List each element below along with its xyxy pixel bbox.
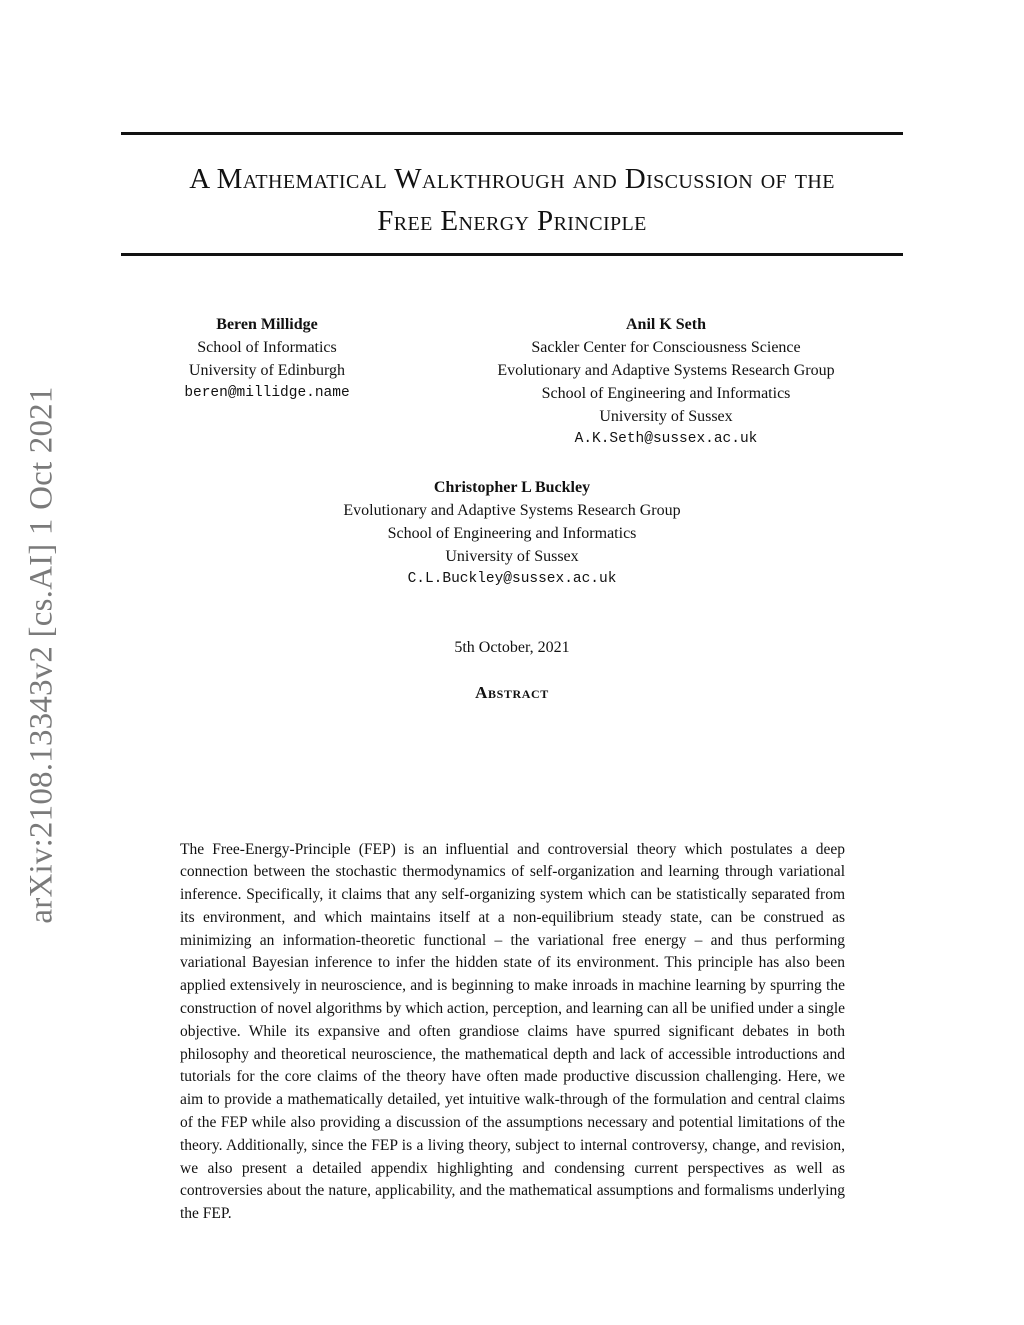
author-block-buckley xyxy=(312,476,712,591)
author-affiliation: Evolutionary and Adaptive Systems Research Group xyxy=(343,502,681,519)
author-name: Christopher L Buckley xyxy=(433,479,591,496)
author-affiliation: University of Sussex xyxy=(445,548,579,565)
paper-title-line-1: A Mathematical Walkthrough and Discussion of the xyxy=(189,163,835,195)
author-affiliation: School of Engineering and Informatics xyxy=(387,525,637,542)
abstract-text: The Free-Energy-Principle (FEP) is an influential and controversial theory which postulates a deep connection between the stochastic thermodynamics of self-organization and learning through variational inference. Specifically, it claims that any self-organizing system which can be statistically separated from its environment, and which maintains itself at a non-equilibrium steady state, can be construed as minimizing an information-theoretic functional – the variational free energy – and thus performing variational Bayesian inference to infer the hidden state of its environment. This principle has also been applied extensively in neuroscience, and is beginning to make inroads in machine learning by spurring the construction of novel algorithms by which action, perception, and learning can all be unified under a single objective. While its expansive and often grandiose claims have spurred significant debates in both philosophy and theoretical neuroscience, the mathematical depth and lack of accessible introductions and tutorials for the core claims of the theory have often made productive discussion challenging. Here, we aim to provide a mathematically detailed, yet intuitive walk-through of the formulation and central claims of the FEP while also providing a discussion of the assumptions necessary and potential limitations of the theory. Additionally, since the FEP is a living theory, subject to internal controversy, change, and revision, we also present a detailed appendix highlighting and condensing current perspectives as well as controversies about the nature, applicability, and the mathematical assumptions and formalisms underlying the FEP. xyxy=(180,840,845,1223)
arxiv-identifier-stamp: arXiv:2108.13343v2 [cs.AI] 1 Oct 2021 xyxy=(23,386,60,924)
author-name: Beren Millidge xyxy=(216,316,318,333)
author-affiliation: Sackler Center for Consciousness Science xyxy=(531,339,801,356)
author-email: C.L.Buckley@sussex.ac.uk xyxy=(407,571,617,587)
author-affiliation: University of Sussex xyxy=(599,408,733,425)
abstract-heading: Abstract xyxy=(475,683,549,702)
author-name: Anil K Seth xyxy=(625,316,706,333)
title-rule-bottom xyxy=(121,253,903,256)
title-rule-top xyxy=(121,132,903,135)
author-affiliation: School of Engineering and Informatics xyxy=(541,385,791,402)
paper-title-line-2: Free Energy Principle xyxy=(377,205,647,237)
publication-date: 5th October, 2021 xyxy=(454,639,570,656)
author-affiliation: Evolutionary and Adaptive Systems Research Group xyxy=(497,362,835,379)
author-block-seth xyxy=(470,313,862,451)
paper-title xyxy=(121,158,903,242)
author-email: beren@millidge.name xyxy=(184,385,350,401)
author-email: A.K.Seth@sussex.ac.uk xyxy=(574,431,758,447)
author-block-millidge xyxy=(150,313,384,405)
author-affiliation: School of Informatics xyxy=(197,339,337,356)
author-affiliation: University of Edinburgh xyxy=(188,362,346,379)
